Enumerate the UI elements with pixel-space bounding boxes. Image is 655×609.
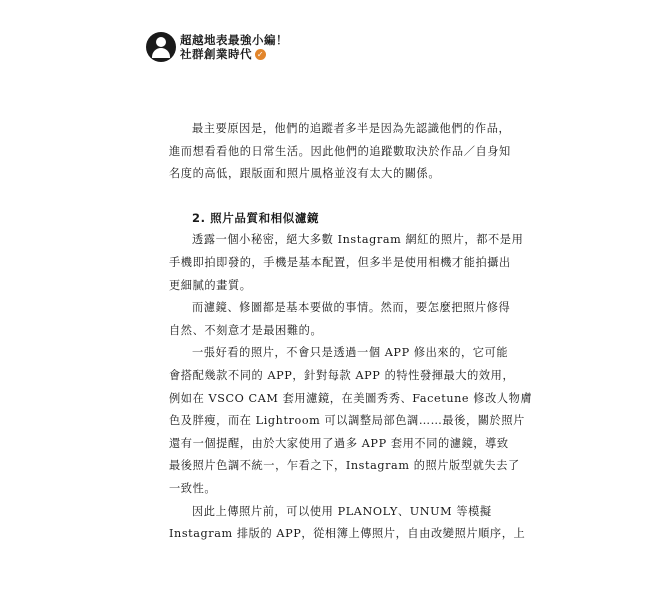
text-line: 因此上傳照片前，可以使用 PLANOLY、UNUM 等模擬 (192, 504, 492, 518)
paragraph-1 (169, 118, 511, 186)
text-line: 最主要原因是，他們的追蹤者多半是因為先認識他們的作品， (192, 122, 511, 135)
paragraph-2 (169, 229, 524, 297)
brand-subtitle: 社群創業時代 (180, 47, 252, 61)
check-badge-icon: ✓ (256, 49, 265, 59)
text-line: Instagram 排版的 APP，從相簿上傳照片，自由改變照片順序，上 (169, 527, 526, 541)
book-brand (180, 33, 288, 61)
text-line: 透露一個小秘密，絕大多數 Instagram 網紅的照片，都不是用 (192, 233, 524, 247)
text-line: 而濾鏡、修圖都是基本要做的事情。然而，要怎麼把照片修得 (192, 301, 511, 315)
text-line: 例如在 VSCO CAM 套用濾鏡，在美圖秀秀、Facetune 修改人物膚 (169, 391, 533, 405)
text-line: 手機即拍即發的，手機是基本配置，但多半是使用相機才能拍攝出 (169, 255, 511, 269)
section-heading: 2. 照片品質和相似濾鏡 (192, 210, 320, 225)
text-line: 最後照片色調不統一，乍看之下，Instagram 的照片版型就失去了 (169, 459, 520, 473)
text-line: 名度的高低，跟版面和照片風格並沒有太大的關係。 (169, 167, 441, 181)
text-line: 自然、不刻意才是最困難的。 (169, 323, 323, 337)
text-line: 一致性。 (169, 481, 217, 495)
user-avatar-icon (146, 32, 176, 62)
text-line: 更細膩的畫質。 (169, 278, 252, 292)
text-line: 還有一個提醒，由於大家使用了過多 APP 套用不同的濾鏡，導致 (169, 436, 509, 450)
paragraph-3 (169, 297, 511, 342)
text-line: 色及胖瘦，而在 Lightroom 可以調整局部色調……最後，關於照片 (169, 414, 525, 428)
text-line: 一張好看的照片，不會只是透過一個 APP 修出來的，它可能 (192, 346, 509, 360)
text-line: 會搭配幾款不同的 APP，針對每款 APP 的特性發揮最大的效用， (169, 368, 515, 382)
book-header (146, 32, 288, 62)
paragraph-4 (169, 342, 533, 500)
text-line: 進而想看看他的日常生活。因此他們的追蹤數取決於作品／自身知 (169, 144, 511, 158)
paragraph-5 (169, 501, 526, 546)
page-body (169, 118, 533, 546)
brand-title: 超越地表最強小編！ (180, 33, 288, 47)
